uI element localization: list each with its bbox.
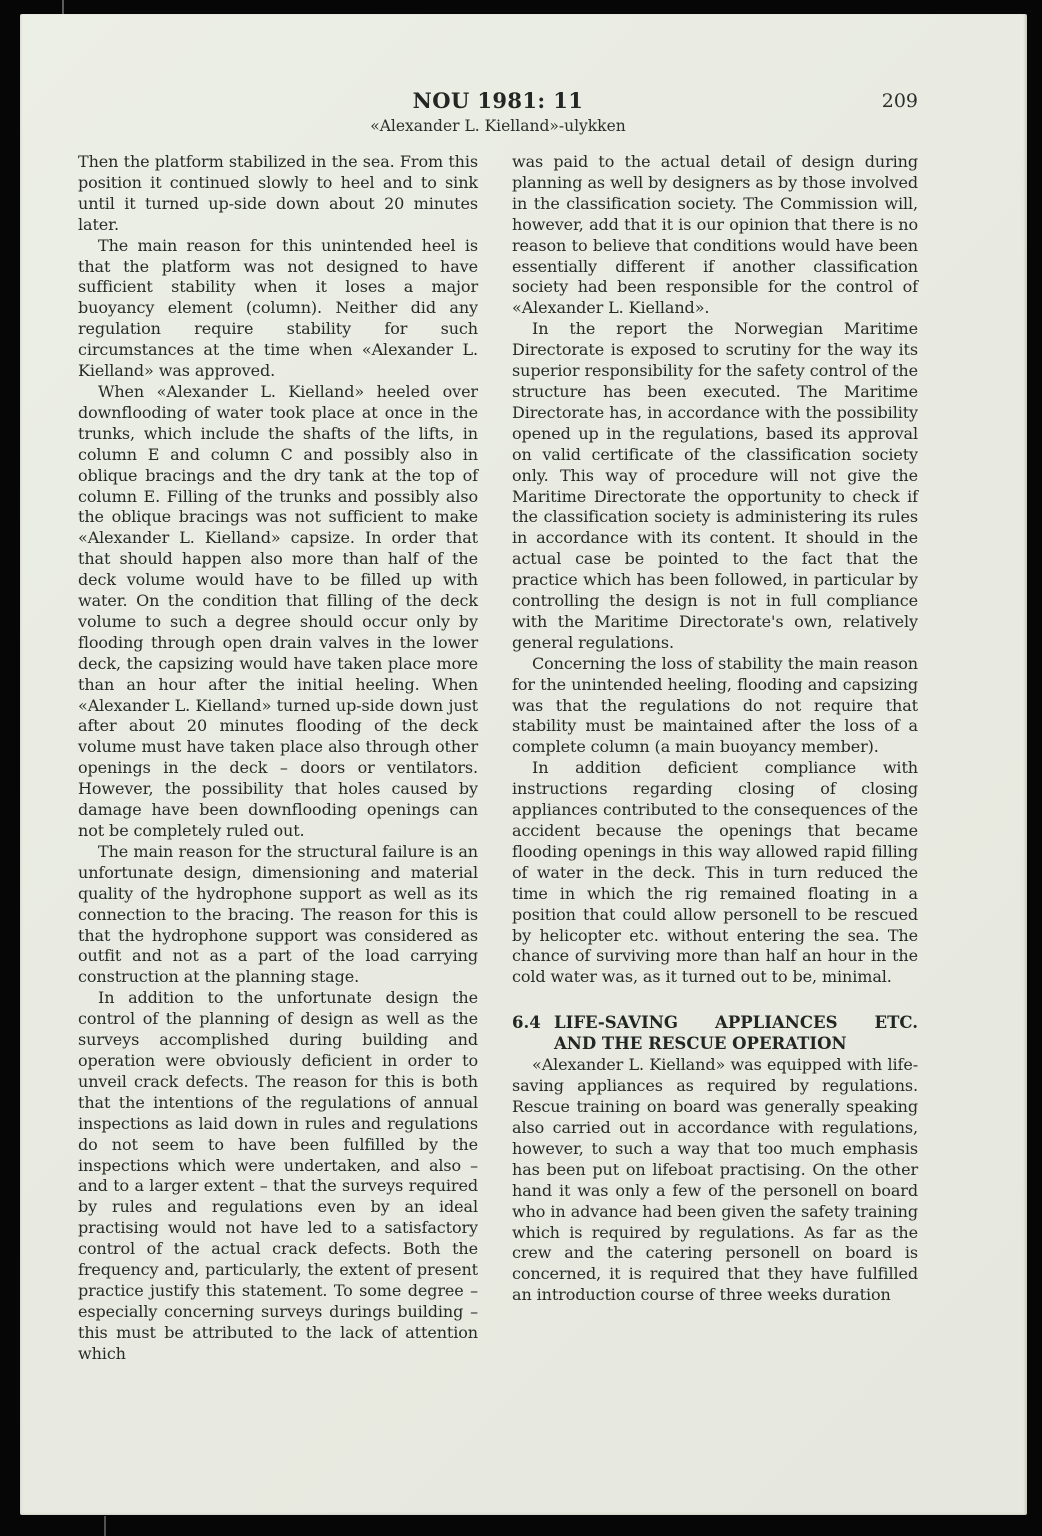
paragraph: The main reason for the structural failure is an unfortunate design, dimensioning and material quality of the hydrophone support as well as its connection to the bracing. The reason for this is that the hydrophone support was considered as outfit and not as a part of the load carrying construction at the planning stage. [78, 841, 478, 987]
document-page [20, 14, 1027, 1515]
right-column [512, 152, 918, 1365]
paragraph: was paid to the actual detail of design during planning as well by designers as by those involved in the classification society. The Commission will, however, add that it is our opinion that there is no reason to believe that conditions would have been essentially different if another classification society had been responsible for the control of «Alexander L. Kielland». [512, 152, 918, 318]
paragraph: In addition deficient compliance with instructions regarding closing of closing appliances contributed to the consequences of the accident because the openings that became flooding openings in this way allowed rapid filling of water in the deck. This in turn reduced the time in which the rig remained floating in a position that could allow personell to be rescued by helicopter etc. without entering the sea. The chance of surviving more than half an hour in the cold water was, as it turned out to be, minimal. [512, 758, 918, 987]
left-column [78, 152, 478, 1365]
paragraph: The main reason for this unintended heel is that the platform was not designed to have sufficient stability when it loses a major buoyancy element (column). Neither did any regulation require stability for such circumstances at the time when «Alexander L. Kielland» was approved. [78, 235, 478, 381]
page-header [78, 14, 918, 135]
section-heading-line2: AND THE RESCUE OPERATION [554, 1034, 847, 1054]
paragraph: When «Alexander L. Kielland» heeled over downflooding of water took place at once in the trunks, which include the shafts of the lifts, in column E and column C and possibly also in oblique bracings and the dry tank at the top of column E. Filling of the trunks and possibly also the oblique bracings was not sufficient to make «Alexander L. Kielland» capsize. In order that that should happen also more than half of the deck volume would have to be filled up with water. On the condition that filling of the deck volume to such a degree should occur only by flooding through open drain valves in the lower deck, the capsizing would have taken place more than an hour after the initial heeling. When «Alexander L. Kielland» turned up-side down just after about 20 minutes flooding of the deck volume must have taken place also through other openings in the deck – doors or ventilators. However, the possibility that holes caused by damage have been downflooding openings can not be completely ruled out. [78, 381, 478, 840]
right-column-bottom [512, 1055, 918, 1306]
paragraph: In addition to the unfortunate design the control of the planning of design as well as the surveys accomplished during building and operation were obviously deficient in order to unveil crack defects. The reason for this is both that the intentions of the regulations of annual inspections as laid down in rules and regulations do not seem to have been fulfilled by the inspections which were undertaken, and also – and to a larger extent – that the surveys required by rules and regulations even by an ideal practising would not have led to a satisfactory control of the actual crack defects. Both the frequency and, particularly, the extent of present practice justify this statement. To some degree – especially concerning surveys durings building – this must be attributed to the lack of attention which [78, 988, 478, 1363]
scan-artifact-line-bottom [104, 1516, 106, 1536]
paragraph: In the report the Norwegian Maritime Directorate is exposed to scrutiny for the way its superior responsibility for the safety control of the structure has been executed. The Maritime Directorate has, in accordance with the possibility opened up in the regulations, based its approval on valid certificate of the classification society only. This way of procedure will not give the Maritime Directorate the opportunity to check if the classification society is administering its rules in accordance with its content. It should in the actual case be pointed to the fact that the practice which has been followed, in particular by controlling the design is not in full compliance with the Maritime Directorate's own, relatively general regulations. [512, 319, 918, 652]
paragraph: Concerning the loss of stability the main reason for the unintended heeling, flooding and capsizing was that the regulations do not require that stability must be maintained after the loss of a complete column (a main buoyancy member). [512, 653, 918, 757]
section-heading [512, 1012, 918, 1054]
page-number: 209 [881, 90, 918, 112]
section-heading-text [554, 1012, 918, 1054]
page-subtitle: «Alexander L. Kielland»-ulykken [370, 117, 626, 135]
page-title: NOU 1981: 11 [412, 88, 584, 113]
right-column-top [512, 152, 918, 988]
paragraph: Then the platform stabilized in the sea. From this position it continued slowly to heel and to sink until it turned up-side down about 20 minutes later. [78, 152, 478, 234]
text-block [78, 14, 918, 1365]
paragraph: «Alexander L. Kielland» was equipped with life-saving appliances as required by regulations. Rescue training on board was generally speaking also carried out in accordance with regulations, however, to such a way that too much emphasis has been put on lifeboat practising. On the other hand it was only a few of the personell on board who in advance had been given the safety training which is required by regulations. As far as the crew and the catering personell on board is concerned, it is required that they have fulfilled an introduction course of three weeks duration [512, 1055, 918, 1305]
section-number: 6.4 [512, 1013, 541, 1033]
two-column-layout [78, 152, 918, 1365]
section-heading-line1: LIFE-SAVING APPLIANCES ETC. [554, 1013, 918, 1033]
